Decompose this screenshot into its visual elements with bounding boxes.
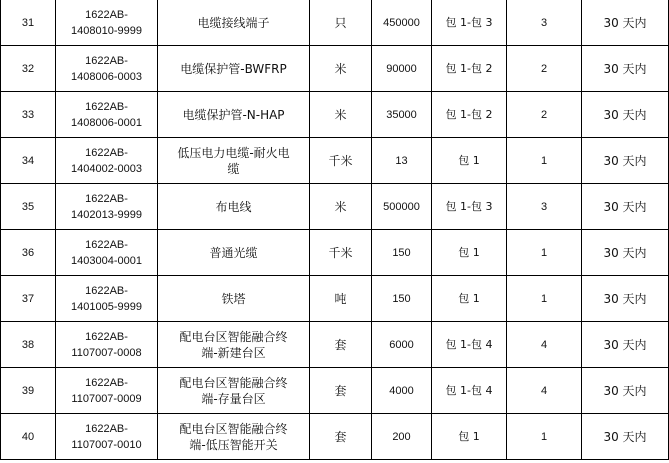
material-name-cell: [158, 92, 310, 138]
package-range-cell: 包 1-包 3: [432, 184, 507, 230]
quantity-cell: 200: [372, 414, 432, 460]
unit-cell: 套: [310, 368, 372, 414]
material-code-cell-line: 1622AB-: [85, 100, 128, 113]
table-row: [1, 322, 669, 368]
unit-cell: 只: [310, 0, 372, 46]
material-code-cell: [56, 184, 158, 230]
material-name-cell-line: 配电台区智能融合终: [179, 329, 288, 344]
package-range-cell: 包 1: [432, 138, 507, 184]
delivery-cell: 30 天内: [582, 414, 669, 460]
material-code-cell-line: 1622AB-: [85, 284, 128, 297]
row-number-cell: 32: [1, 46, 56, 92]
delivery-cell: 30 天内: [582, 0, 669, 46]
quantity-cell: 90000: [372, 46, 432, 92]
unit-cell: 千米: [310, 230, 372, 276]
package-count-cell: 1: [507, 138, 582, 184]
material-code-cell: [56, 414, 158, 460]
material-code-cell-line: 1404002-0003: [71, 162, 142, 175]
material-name-cell-line: 布电线: [215, 199, 252, 214]
table-row: [1, 138, 669, 184]
table-row: [1, 230, 669, 276]
package-range-cell: 包 1-包 2: [432, 92, 507, 138]
material-name-cell: [158, 230, 310, 276]
package-range-cell: 包 1-包 3: [432, 0, 507, 46]
package-range-cell: 包 1: [432, 230, 507, 276]
unit-cell: 套: [310, 414, 372, 460]
row-number-cell: 36: [1, 230, 56, 276]
unit-cell: 吨: [310, 276, 372, 322]
material-code-cell-line: 1408006-0001: [71, 116, 142, 129]
delivery-cell: 30 天内: [582, 322, 669, 368]
material-code-cell-line: 1107007-0010: [71, 438, 142, 451]
package-range-cell: 包 1-包 2: [432, 46, 507, 92]
package-count-cell: 1: [507, 230, 582, 276]
material-code-cell-line: 1408006-0003: [71, 70, 142, 83]
package-count-cell: 1: [507, 276, 582, 322]
row-number-cell: 37: [1, 276, 56, 322]
material-name-cell-line: 铁塔: [221, 291, 246, 306]
material-code-cell-line: 1622AB-: [85, 8, 128, 21]
material-code-cell: [56, 46, 158, 92]
material-code-cell-line: 1622AB-: [85, 422, 128, 435]
material-name-cell-line: 端-低压智能开关: [189, 437, 278, 452]
material-code-cell-line: 1403004-0001: [71, 254, 142, 267]
material-code-cell-line: 1622AB-: [85, 330, 128, 343]
material-code-cell-line: 1401005-9999: [71, 300, 142, 313]
quantity-cell: 4000: [372, 368, 432, 414]
material-name-cell-line: 低压电力电缆-耐火电: [177, 145, 290, 160]
material-name-cell-line: 电缆保护管-N-HAP: [182, 107, 285, 122]
material-code-cell-line: 1622AB-: [85, 54, 128, 67]
delivery-cell: 30 天内: [582, 184, 669, 230]
material-name-cell-line: 普通光缆: [209, 245, 258, 260]
material-code-cell-line: 1107007-0009: [71, 392, 142, 405]
package-count-cell: 3: [507, 184, 582, 230]
material-name-cell: [158, 322, 310, 368]
row-number-cell: 39: [1, 368, 56, 414]
row-number-cell: 40: [1, 414, 56, 460]
material-code-cell-line: 1622AB-: [85, 192, 128, 205]
package-count-cell: 3: [507, 0, 582, 46]
row-number-cell: 34: [1, 138, 56, 184]
material-code-cell-line: 1622AB-: [85, 376, 128, 389]
table-row: [1, 0, 669, 46]
unit-cell: 米: [310, 46, 372, 92]
table-body: [1, 0, 669, 460]
package-count-cell: 2: [507, 46, 582, 92]
material-code-cell: [56, 368, 158, 414]
package-range-cell: 包 1: [432, 414, 507, 460]
material-code-cell: [56, 276, 158, 322]
unit-cell: 套: [310, 322, 372, 368]
quantity-cell: 13: [372, 138, 432, 184]
material-name-cell-line: 电缆保护管-BWFRP: [180, 61, 287, 76]
package-count-cell: 4: [507, 322, 582, 368]
delivery-cell: 30 天内: [582, 138, 669, 184]
material-name-cell-line: 配电台区智能融合终: [179, 421, 288, 436]
material-code-cell-line: 1622AB-: [85, 146, 128, 159]
package-count-cell: 2: [507, 92, 582, 138]
material-name-cell-line: 配电台区智能融合终: [179, 375, 288, 390]
row-number-cell: 38: [1, 322, 56, 368]
material-name-cell-line: 端-新建台区: [201, 345, 266, 360]
delivery-cell: 30 天内: [582, 46, 669, 92]
material-code-cell: [56, 138, 158, 184]
quantity-cell: 35000: [372, 92, 432, 138]
material-name-cell-line: 缆: [227, 161, 240, 176]
table-row: [1, 184, 669, 230]
material-name-cell: [158, 184, 310, 230]
table-row: [1, 368, 669, 414]
package-count-cell: 4: [507, 368, 582, 414]
row-number-cell: 35: [1, 184, 56, 230]
material-code-cell: [56, 230, 158, 276]
material-name-cell-line: 端-存量台区: [201, 391, 266, 406]
quantity-cell: 6000: [372, 322, 432, 368]
quantity-cell: 150: [372, 276, 432, 322]
material-name-cell: [158, 368, 310, 414]
unit-cell: 千米: [310, 138, 372, 184]
delivery-cell: 30 天内: [582, 92, 669, 138]
material-name-cell: [158, 138, 310, 184]
package-count-cell: 1: [507, 414, 582, 460]
material-code-cell: [56, 322, 158, 368]
package-range-cell: 包 1-包 4: [432, 368, 507, 414]
table-row: [1, 276, 669, 322]
unit-cell: 米: [310, 184, 372, 230]
delivery-cell: 30 天内: [582, 276, 669, 322]
delivery-cell: 30 天内: [582, 230, 669, 276]
material-code-cell: [56, 92, 158, 138]
material-code-cell-line: 1107007-0008: [71, 346, 142, 359]
quantity-cell: 450000: [372, 0, 432, 46]
row-number-cell: 33: [1, 92, 56, 138]
material-code-cell-line: 1622AB-: [85, 238, 128, 251]
material-name-cell: [158, 46, 310, 92]
material-code-cell-line: 1408010-9999: [71, 24, 142, 37]
quantity-cell: 500000: [372, 184, 432, 230]
package-range-cell: 包 1-包 4: [432, 322, 507, 368]
quantity-cell: 150: [372, 230, 432, 276]
material-name-cell: [158, 414, 310, 460]
material-name-cell: [158, 276, 310, 322]
table-row: [1, 46, 669, 92]
material-name-cell: [158, 0, 310, 46]
unit-cell: 米: [310, 92, 372, 138]
delivery-cell: 30 天内: [582, 368, 669, 414]
material-name-cell-line: 电缆接线端子: [197, 15, 270, 30]
package-range-cell: 包 1: [432, 276, 507, 322]
table-row: [1, 92, 669, 138]
table-row: [1, 414, 669, 460]
material-code-cell: [56, 0, 158, 46]
material-code-cell-line: 1402013-9999: [71, 208, 142, 221]
row-number-cell: 31: [1, 0, 56, 46]
